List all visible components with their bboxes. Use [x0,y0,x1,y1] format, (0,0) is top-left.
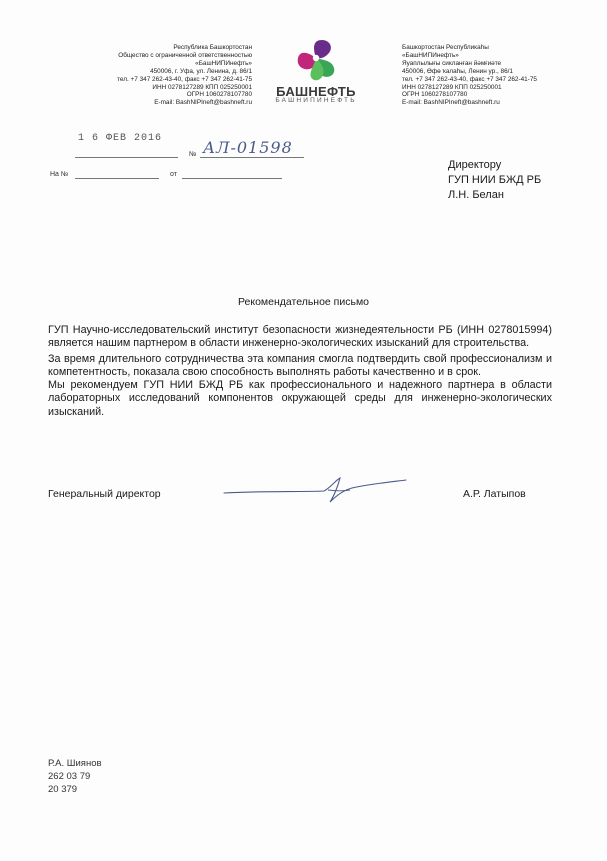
header-right-line: ИНН 0278127289 КПП 025250001 [402,83,502,91]
header-right-block [402,44,602,107]
handwritten-outgoing-number: АЛ-01598 [203,138,293,157]
reply-number-underline [75,178,159,179]
letter-body [48,324,552,419]
registration-stamp-date: 1 6 ФЕВ 2016 [78,133,163,144]
outgoing-number-label: № [189,151,197,158]
header-left-line: 450006, г. Уфа, ул. Ленина, д. 86/1 [150,67,252,75]
signatory-name: А.Р. Латыпов [463,488,526,500]
header-left-line: «БашНИПИнефть» [195,59,252,67]
logo-subtitle: БАШНИПИНЕФТЬ [275,97,357,104]
header-right-line: ОГРН 1060278107780 [402,91,468,99]
reply-from-label: от [170,171,177,178]
header-left-line: ИНН 0278127289 КПП 025250001 [152,83,252,91]
executor-name: Р.А. Шиянов [48,758,102,769]
addressee-line: Директору [448,159,502,171]
header-right-line: E-mail: BashNIPIneft@bashneft.ru [402,99,500,107]
body-paragraph: ГУП Научно-исследовательский институт безопасности жизнедеятельности РБ (ИНН 0278015994) является нашим партнером в области инженерно-экологических изысканий для строительства. [48,324,552,350]
addressee-block [448,158,541,203]
header-right-line: тел. +7 347 262-43-40, факс +7 347 262-41-75 [402,75,537,83]
header-left-line: ОГРН 1060278107780 [186,91,252,99]
handwritten-signature [220,476,410,506]
reply-date-underline [182,178,282,179]
body-paragraph: За время длительного сотрудничества эта компания смогла подтвердить свой профессионализм и компетентность, показала свою способность выполнять работы качественно и в срок. [48,352,552,378]
logo-wordmark: БАШНЕФТЬ [276,84,356,99]
header-left-line: Республика Башкортостан [173,44,252,51]
header-left-line: E-mail: BashNIPIneft@bashneft.ru [154,99,252,107]
addressee-line: Л.Н. Белан [448,189,504,201]
reply-to-number-label: На № [50,171,69,178]
header-right-line: «БашНИПИнефть» [402,51,459,59]
date-underline [75,157,178,158]
letter-title: Рекомендательное письмо [237,296,370,308]
header-left-block [30,44,252,107]
executor-phone: 262 03 79 [48,771,91,782]
header-right-line: 450006, Өфө ҡалаһы, Ленин ур., 86/1 [402,67,513,75]
executor-block [48,757,102,796]
executor-extension: 20 379 [48,784,78,795]
header-right-line: Яуаплылығы сикланған йәмғиәте [402,59,502,67]
signatory-role: Генеральный директор [48,488,161,500]
header-left-line: тел. +7 347 262-43-40, факс +7 347 262-41-75 [117,75,252,83]
body-paragraph: Мы рекомендуем ГУП НИИ БЖД РБ как профессионального и надежного партнера в области лабораторных исследований компонентов окружающей среды для инженерно-экологических изысканий. [48,379,552,418]
header-left-line: Общество с ограниченной ответственностью [118,51,252,59]
header-right-line: Башкортостан Республикаһы [402,44,489,51]
addressee-line: ГУП НИИ БЖД РБ [448,174,542,186]
number-underline [200,157,304,158]
